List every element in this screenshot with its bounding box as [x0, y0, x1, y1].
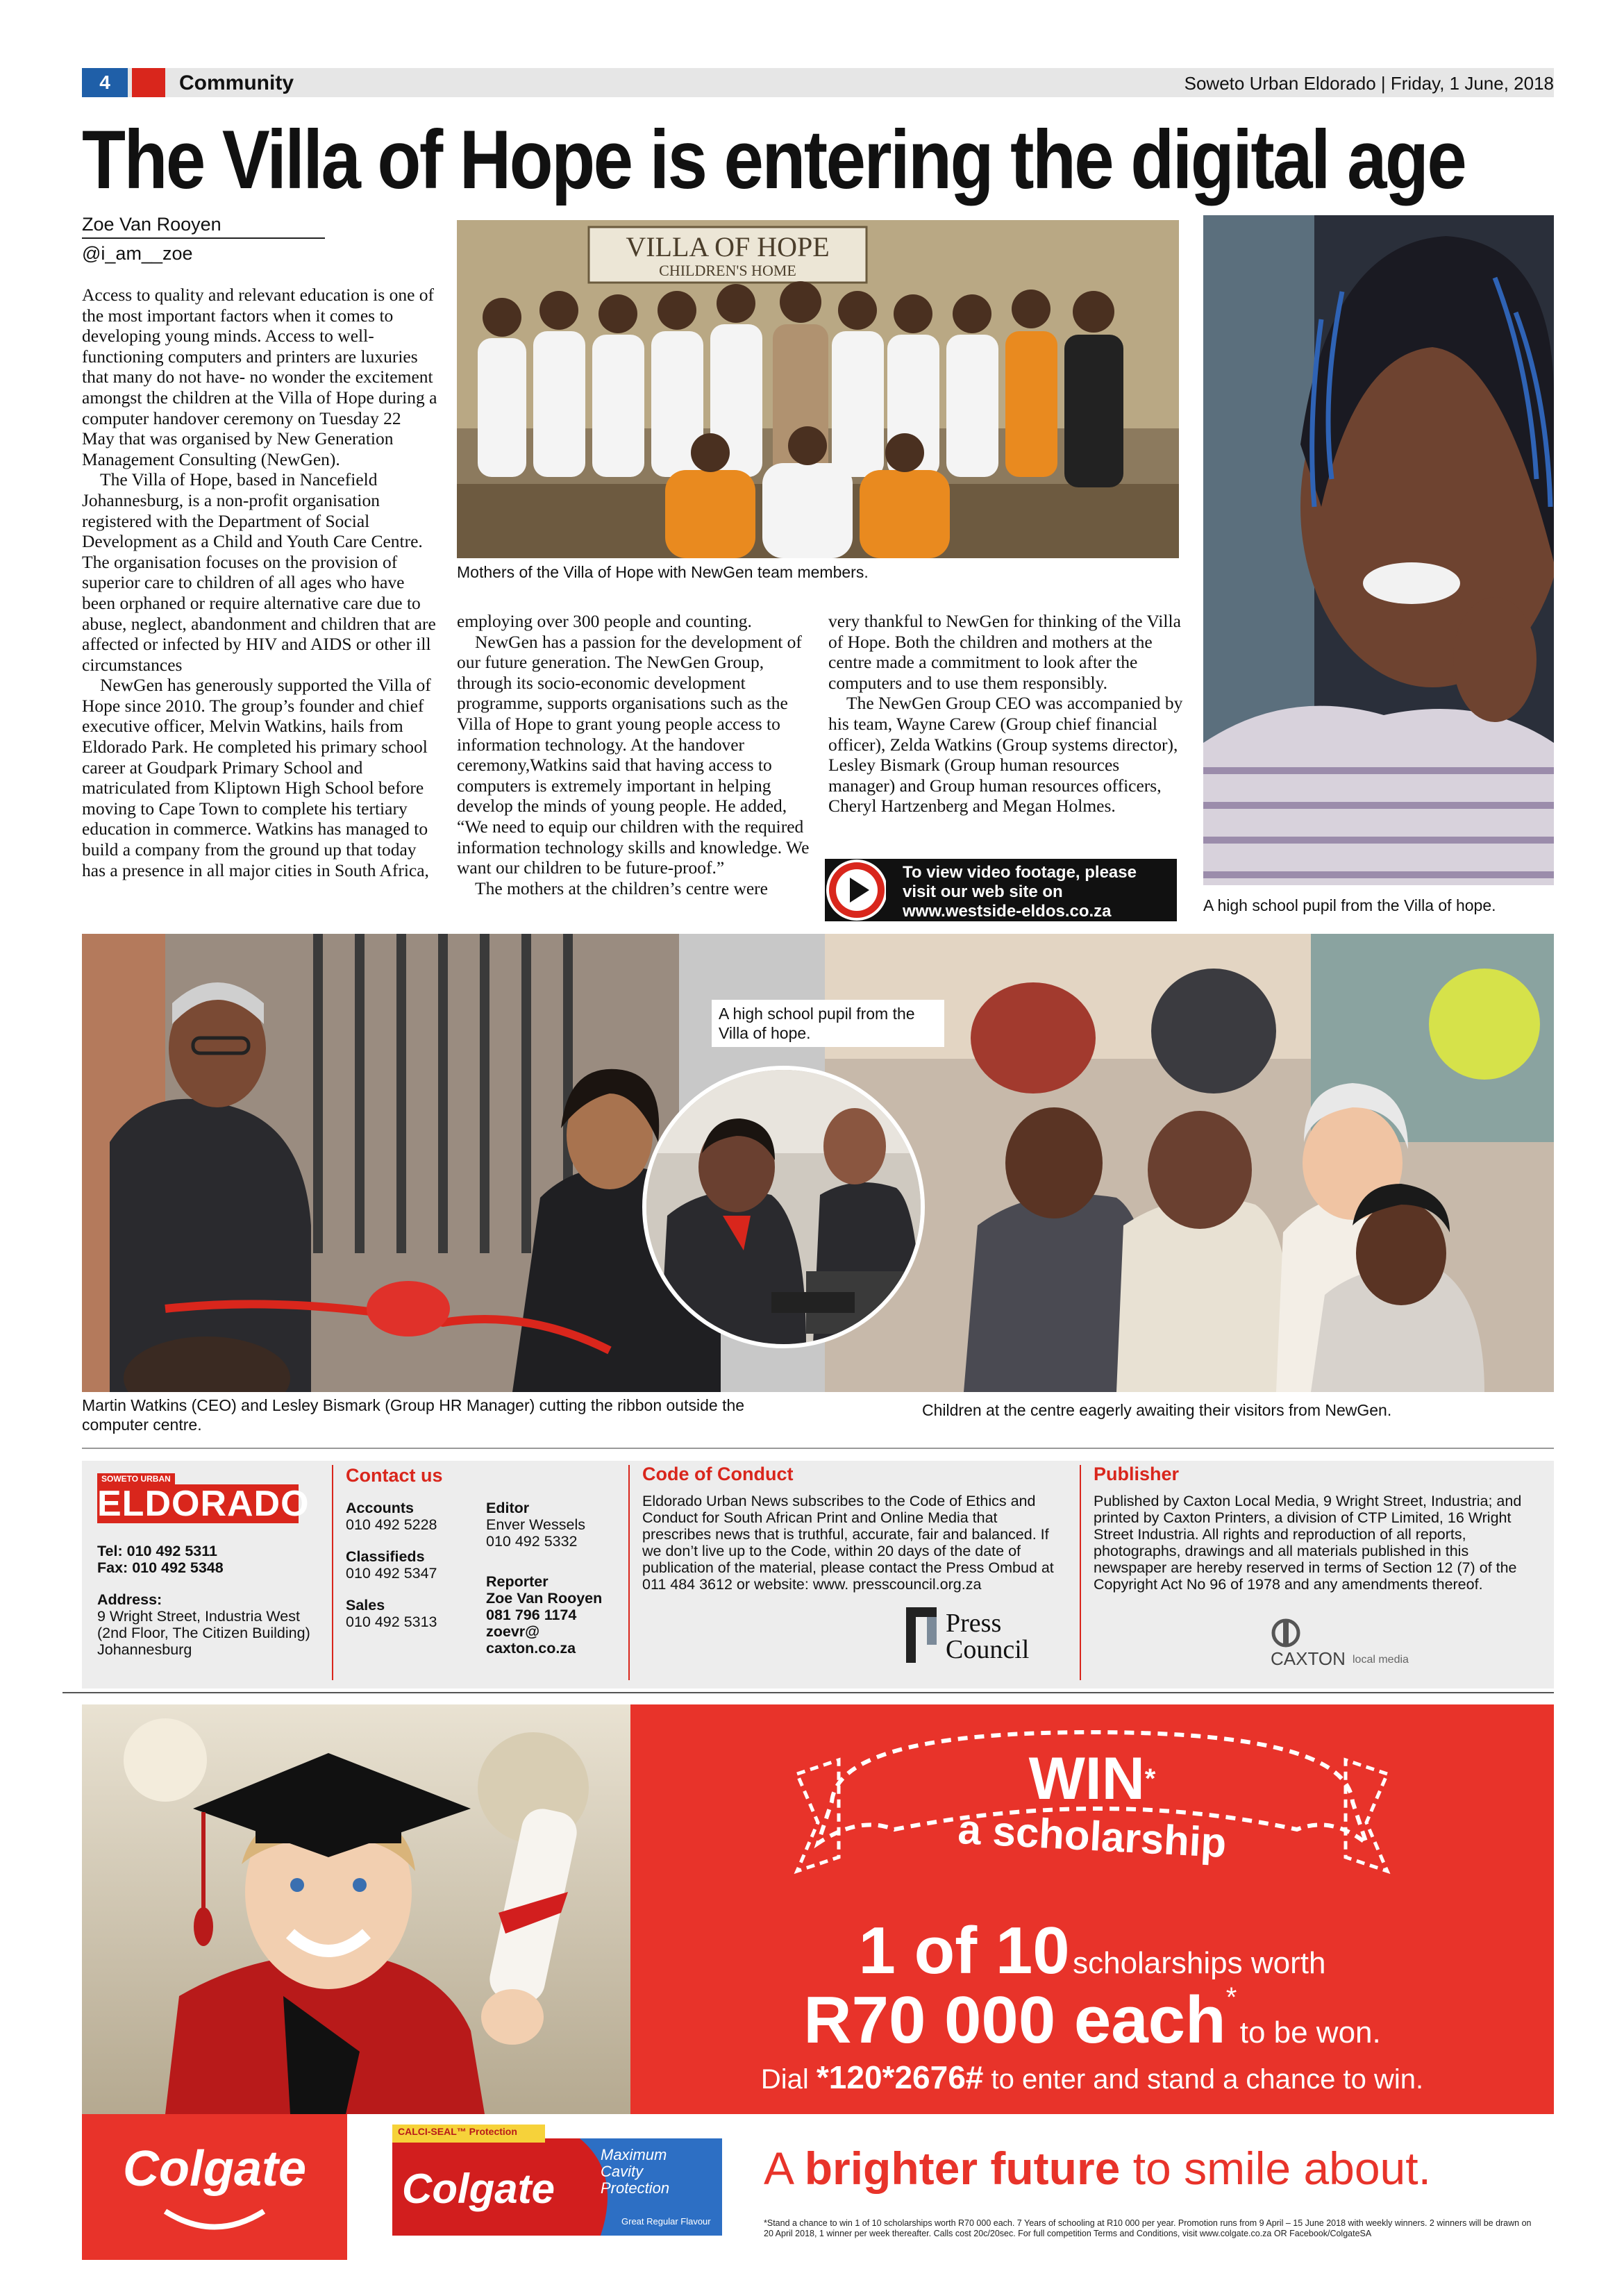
- footer-divider: [628, 1465, 630, 1680]
- fax-label: Fax:: [97, 1559, 128, 1576]
- tel-label: Tel:: [97, 1543, 123, 1559]
- article-column-1: [82, 285, 437, 880]
- address-text: 9 Wright Street, Industria West (2nd Floor, The Citizen Building) Johannesburg: [97, 1608, 310, 1658]
- paragraph: very thankful to NewGen for thinking of the Villa of Hope. Both the children and mothers at the centre made a commitment to look after the computers and to use them responsibly.: [828, 611, 1181, 693]
- video-footage-text: [903, 863, 1173, 921]
- tagline-a: A: [764, 2143, 805, 2194]
- headline: The Villa of Hope is entering the digital age: [82, 113, 1466, 206]
- article-column-2: [457, 611, 812, 898]
- play-icon[interactable]: [825, 857, 886, 923]
- accounts-label: Accounts: [346, 1500, 414, 1516]
- reporter-label: Reporter: [486, 1573, 549, 1590]
- ad-to-be-won: to be won.: [1239, 2016, 1381, 2050]
- publisher-text: Published by Caxton Local Media, 9 Wright Street, Industria; and printed by Caxton Printers, a division of CTP Limited, 16 Wright Street Industria. All rights and reproduction of all reports, photographs, drawings and all materials published in this newspaper are hereby reserved in terms of Section 12 (7) of the Copyright Act No 96 of 1978 and any amendments thereof.: [1094, 1493, 1522, 1593]
- colgate-logo: Colgate: [122, 2141, 307, 2197]
- publisher-heading: Publisher: [1094, 1464, 1180, 1484]
- ad-separator: [62, 1692, 1554, 1693]
- paragraph: NewGen has a passion for the development of our future generation. The NewGen Group, through its socio-economic development programme, supports organisations such as the Villa of Hope to grant young people access to information technology. At the handover ceremony,Watkins said that having access to computers is extremely important in helping develop the minds of young people. He added, “We need to equip our children with the required information technology skills and knowledge. We want our children to be future-proof.”: [457, 631, 810, 878]
- press-council-text-2: Council: [946, 1635, 1030, 1664]
- press-council-text-1: Press: [946, 1609, 1002, 1638]
- contact-left: [346, 1500, 478, 1630]
- sales-number: 010 492 5313: [346, 1614, 437, 1630]
- tagline-b: brighter future: [804, 2143, 1121, 2194]
- masthead-info: Soweto Urban Eldorado | Friday, 1 June, 2018: [1184, 73, 1554, 94]
- reporter-email-1: zoevr@: [486, 1623, 540, 1640]
- ad-dial: [630, 2059, 1554, 2096]
- reporter-name: Zoe Van Rooyen: [486, 1590, 603, 1607]
- ad-scholarship-panel: [630, 1704, 1554, 2114]
- pack-top-text: CALCI-SEAL™ Protection: [398, 2126, 517, 2137]
- ad-amount: R70 000 each: [803, 1983, 1226, 2057]
- accounts-number: 010 492 5228: [346, 1516, 437, 1533]
- byline-rule: [82, 237, 325, 239]
- pack-line-2: Cavity: [601, 2163, 644, 2180]
- author-handle: @i_am__zoe: [82, 243, 193, 264]
- pack-line-1: Maximum: [601, 2146, 667, 2163]
- video-link[interactable]: www.westside-eldos.co.za: [903, 902, 1112, 921]
- contact-right: [486, 1500, 625, 1657]
- photo-mothers-group: [457, 220, 1179, 558]
- reporter-phone: 081 796 1174: [486, 1607, 577, 1623]
- sign-subtext: CHILDREN'S HOME: [659, 262, 796, 279]
- paragraph: NewGen has generously supported the Villa of Hope since 2010. The group’s founder and chief executive officer, Melvin Watkins, hails from Eldorado Park. He completed his primary school career at Goudpark Primary School and matriculated from Kliptown High School before moving to Cape Town to complete his tertiary education in commerce. Watkins has managed to build a company from the ground up that today has a presence in all major cities in South Africa,: [82, 675, 431, 880]
- ad-line-2: [630, 1982, 1554, 2059]
- conduct-text: Eldorado Urban News subscribes to the Code of Ethics and Conduct for South African Print and Online Media that prescribes news that is truthful, accurate, fair and balanced. If we don’t live up to the Code, within 20 days of the date of publication of the material, please contact the Press Ombud at 011 484 3612 or website: www. presscouncil.org.za: [642, 1493, 1054, 1593]
- paragraph: employing over 300 people and counting.: [457, 611, 752, 631]
- caxton-logo: [1271, 1618, 1430, 1669]
- editor-phone: 010 492 5332: [486, 1533, 578, 1550]
- paragraph: The Villa of Hope, based in Nancefield Johannesburg, is a non-profit organisation registered with the Department of Social Development as a Child and Youth Care Centre. The organisation focuses on the provision of superior care to children of all ages who have been orphaned or require alternative care due to abuse, neglect, abandonment and children that are affected or infected by HIV and AIDS or other ill circumstances: [82, 469, 436, 675]
- toothpaste-pack: [392, 2125, 722, 2236]
- ad-line-1: [630, 1913, 1554, 1989]
- logo-small-text: SOWETO URBAN: [97, 1473, 175, 1484]
- page-number: 4: [82, 68, 128, 97]
- classifieds-number: 010 492 5347: [346, 1565, 437, 1582]
- reporter-email-2: caxton.co.za: [486, 1640, 576, 1657]
- tagline-c: to smile about.: [1120, 2143, 1431, 2194]
- sales-label: Sales: [346, 1597, 385, 1614]
- sign-text: VILLA OF HOPE: [626, 231, 830, 262]
- caption-ribbon-cutting: Martin Watkins (CEO) and Lesley Bismark (Group HR Manager) cutting the ribbon outside the computer centre.: [82, 1396, 745, 1434]
- ad-amount-star: *: [1225, 1982, 1237, 2013]
- classifieds-label: Classifieds: [346, 1548, 425, 1565]
- ad-one-of-ten: 1 of 10: [858, 1913, 1070, 1988]
- ad-graduate-photo: [82, 1704, 630, 2114]
- video-line-1: To view video footage, please: [903, 863, 1137, 882]
- editor-name: Enver Wessels: [486, 1516, 585, 1533]
- footer-divider: [1080, 1465, 1081, 1680]
- contact-heading: Contact us: [346, 1465, 443, 1486]
- pack-brand: Colgate: [402, 2165, 555, 2212]
- article-column-3: [828, 611, 1184, 816]
- footer-rule: [82, 1448, 1554, 1449]
- fax-number: 010 492 5348: [132, 1559, 224, 1576]
- section-marker: [132, 68, 165, 97]
- caption-mothers: Mothers of the Villa of Hope with NewGen team members.: [457, 563, 869, 581]
- paragraph: The mothers at the children’s centre were: [475, 878, 768, 898]
- ad-fineprint: *Stand a chance to win 1 of 10 scholarships worth R70 000 each. 7 Years of schooling at R10 000 per year. Promotion runs from 9 April – 15 June 2018 with weekly winners. 2 winners will be drawn on 20 April 2018, 1 winner per week thereafter. Calls cost 20c/20sec. For full competition Terms and Conditions, visit www.colgate.co.za OR Facebook/ColgateSA: [764, 2218, 1532, 2238]
- ad-tagline: [764, 2142, 1554, 2195]
- ad-dial-code: *120*2676#: [816, 2059, 984, 2095]
- ad-dial-pre: Dial: [760, 2064, 817, 2095]
- video-line-2: visit our web site on: [903, 882, 1063, 901]
- paragraph: Access to quality and relevant education is one of the most important factors when it comes to developing young minds. Access to well-functioning computers and printers are luxuries that many do not have- no wonder the excitement amongst the children at the Villa of Hope during a computer handover ceremony on Tuesday 22 May that was organised by New Generation Management Consulting (NewGen).: [82, 285, 437, 469]
- conduct-heading: Code of Conduct: [642, 1464, 794, 1484]
- editor-label: Editor: [486, 1500, 530, 1516]
- caption-children: Children at the centre eagerly awaiting their visitors from NewGen.: [922, 1401, 1392, 1419]
- caxton-text: CAXTON: [1271, 1648, 1346, 1669]
- pack-protection: [601, 2147, 719, 2197]
- byline: Zoe Van Rooyen: [82, 214, 221, 235]
- footer-contact-block: [97, 1543, 319, 1658]
- colgate-logo-panel: [82, 2114, 347, 2260]
- ad-dial-post: to enter and stand a chance to win.: [983, 2064, 1424, 2095]
- section-name: Community: [179, 72, 294, 94]
- paragraph: The NewGen Group CEO was accompanied by his team, Wayne Carew (Group chief financial officer), Zelda Watkins (Group systems director), Lesley Bismark (Group human resources manager) and Group human resources officers, Cheryl Hartzenberg and Megan Holmes.: [828, 693, 1183, 816]
- press-council-logo: [903, 1604, 1076, 1666]
- caxton-sub: local media: [1353, 1654, 1409, 1666]
- pack-flavour: Great Regular Flavour: [621, 2216, 711, 2227]
- ad-win-star: *: [1144, 1763, 1156, 1794]
- caption-pupil-portrait: A high school pupil from the Villa of hope.: [1203, 896, 1496, 914]
- ad-win-text: WIN: [1028, 1745, 1145, 1812]
- tel-number: 010 492 5311: [126, 1543, 217, 1559]
- photo-pupil-portrait: [1203, 215, 1554, 885]
- address-label: Address:: [97, 1591, 162, 1608]
- caption-pupil-inset: A high school pupil from the Villa of hope.: [712, 1000, 944, 1047]
- footer-divider: [332, 1465, 333, 1680]
- ad-scholarship: a scholarship: [957, 1805, 1228, 1867]
- ad-scholarships-worth: scholarships worth: [1073, 1946, 1326, 1980]
- eldorado-logo: [97, 1473, 310, 1524]
- pack-line-3: Protection: [601, 2179, 670, 2197]
- logo-big-text: ELDORADO: [97, 1484, 310, 1524]
- photo-pupil-inset: [642, 1066, 925, 1348]
